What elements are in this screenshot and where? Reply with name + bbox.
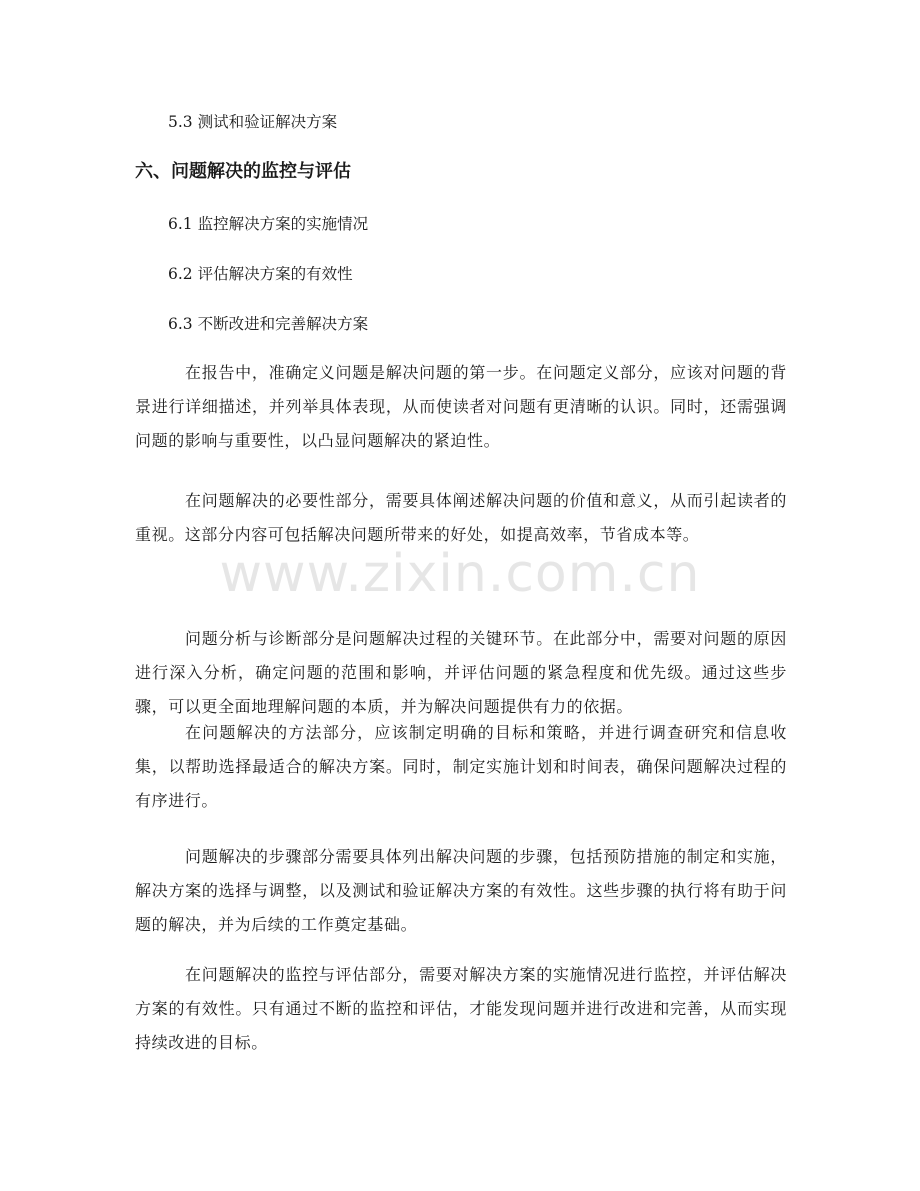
paragraph-methods: 在问题解决的方法部分，应该制定明确的目标和策略，并进行调查研究和信息收集，以帮助选择最适合的解决方案。同时，制定实施计划和时间表，确保问题解决过程的有序进行。 bbox=[135, 723, 787, 810]
toc-item-5-3: 5.3 测试和验证解决方案 bbox=[168, 113, 338, 131]
paragraph-analysis: 问题分析与诊断部分是问题解决过程的关键环节。在此部分中，需要对问题的原因进行深入分析，确定问题的范围和影响，并评估问题的紧急程度和优先级。通过这些步骤，可以更全面地理解问题的本质，并为解决问题提供有力的依据。 bbox=[135, 629, 787, 716]
paragraph-necessity: 在问题解决的必要性部分，需要具体阐述解决问题的价值和意义，从而引起读者的重视。这部分内容可包括解决问题所带来的好处，如提高效率，节省成本等。 bbox=[135, 491, 787, 544]
paragraph-monitoring: 在问题解决的监控与评估部分，需要对解决方案的实施情况进行监控，并评估解决方案的有效性。只有通过不断的监控和评估，才能发现问题并进行改进和完善，从而实现持续改进的目标。 bbox=[135, 965, 787, 1052]
toc-item-6-3: 6.3 不断改进和完善解决方案 bbox=[168, 315, 369, 333]
paragraph-steps: 问题解决的步骤部分需要具体列出解决问题的步骤，包括预防措施的制定和实施，解决方案的选择与调整，以及测试和验证解决方案的有效性。这些步骤的执行将有助于问题的解决，并为后续的工作奠定基础。 bbox=[135, 847, 787, 934]
toc-item-6-1: 6.1 监控解决方案的实施情况 bbox=[168, 215, 369, 233]
section-heading-6: 六、问题解决的监控与评估 bbox=[135, 161, 351, 182]
toc-item-6-2: 6.2 评估解决方案的有效性 bbox=[168, 265, 353, 283]
paragraph-problem-definition: 在报告中，准确定义问题是解决问题的第一步。在问题定义部分，应该对问题的背景进行详细描述，并列举具体表现，从而使读者对问题有更清晰的认识。同时，还需强调问题的影响与重要性，以凸显问题解决的紧迫性。 bbox=[135, 363, 787, 450]
watermark: www.zixin.com.cn bbox=[219, 544, 701, 604]
